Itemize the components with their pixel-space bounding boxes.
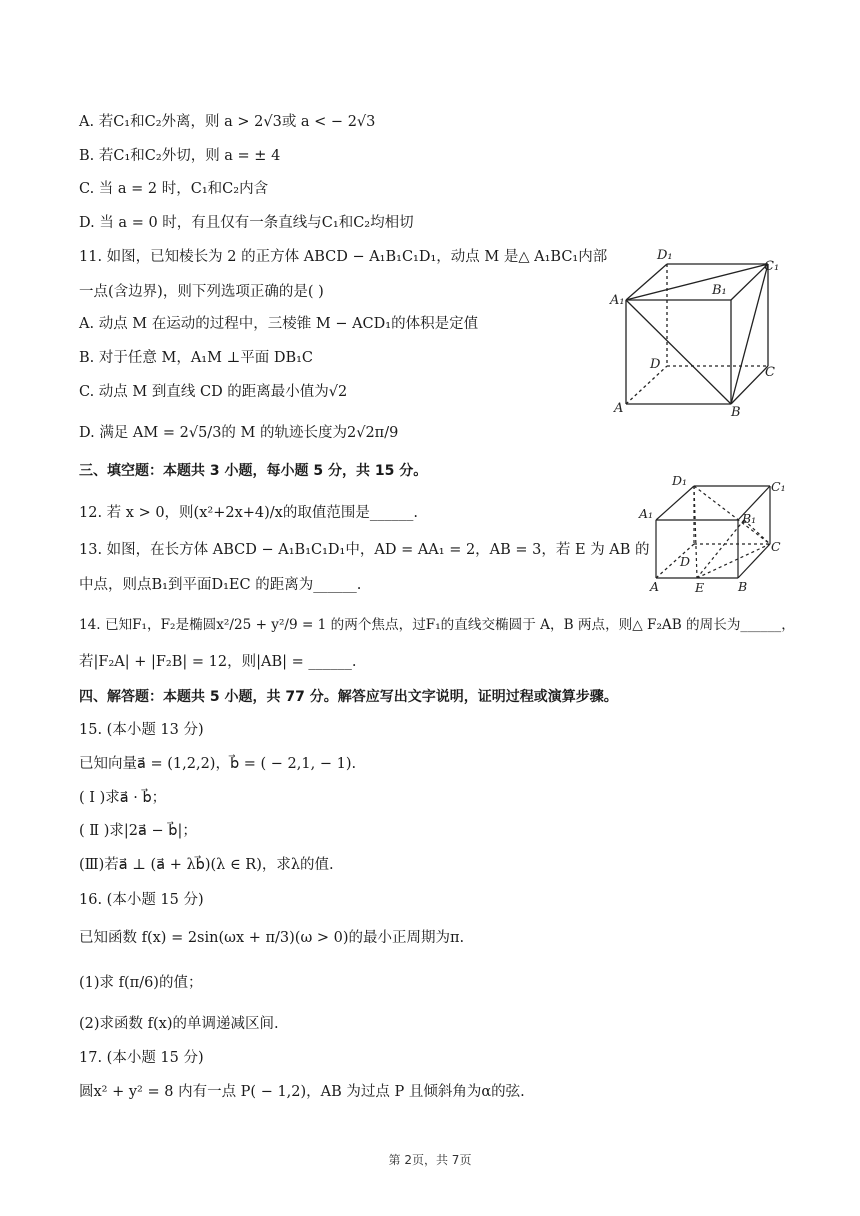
option-10b: B. 若C₁和C₂外切，则 a = ± 4 bbox=[79, 148, 281, 164]
option-10d: D. 当 a = 0 时，有且仅有一条直线与C₁和C₂均相切 bbox=[79, 215, 414, 231]
question-15-stem: 已知向量a⃗ = (1,2,2)，b⃗ = ( − 2,1, − 1). bbox=[79, 756, 357, 772]
label-b1: B₁ bbox=[712, 283, 727, 298]
question-17-stem: 圆x² + y² = 8 内有一点 P( − 1,2)，AB 为过点 P 且倾斜角为α的弦. bbox=[79, 1084, 525, 1100]
question-16-part-2: (2)求函数 f(x)的单调递减区间. bbox=[79, 1016, 279, 1032]
label-a1: A₁ bbox=[639, 506, 654, 521]
question-15-part-3: (Ⅲ)若a⃗ ⊥ (a⃗ + λb⃗)(λ ∈ R)，求λ的值. bbox=[79, 857, 334, 873]
label-d: D bbox=[680, 554, 691, 569]
question-12: 12. 若 x > 0，则(x²+2x+4)/x的取值范围是______. bbox=[79, 505, 418, 521]
label-c1: C₁ bbox=[764, 259, 780, 274]
label-b: B bbox=[738, 579, 748, 594]
label-d: D bbox=[650, 357, 661, 372]
question-16-stem: 已知函数 f(x) = 2sin(ωx + π/3)(ω > 0)的最小正周期为π. bbox=[79, 930, 465, 946]
label-c: C bbox=[765, 365, 775, 380]
question-11-cont: 一点(含边界)，则下列选项正确的是( ) bbox=[79, 284, 324, 300]
cube-figure bbox=[606, 240, 786, 422]
option-10c: C. 当 a = 2 时，C₁和C₂内含 bbox=[79, 181, 269, 197]
question-15-part-2: ( Ⅱ )求|2a⃗ − b⃗|； bbox=[79, 823, 197, 839]
question-13-cont: 中点，则点B₁到平面D₁EC 的距离为______. bbox=[79, 577, 362, 593]
label-a: A bbox=[650, 579, 660, 594]
option-11d: D. 满足 AM = 2√5/3的 M 的轨迹长度为2√2π/9 bbox=[79, 425, 399, 441]
label-b1: B₁ bbox=[742, 511, 757, 526]
option-11b: B. 对于任意 M，A₁M ⊥平面 DB₁C bbox=[79, 350, 314, 366]
section-3-heading: 三、填空题：本题共 3 小题，每小题 5 分，共 15 分。 bbox=[79, 463, 428, 479]
label-a: A bbox=[614, 401, 624, 416]
section-4-heading: 四、解答题：本题共 5 小题，共 77 分。解答应写出文字说明，证明过程或演算步骤。 bbox=[79, 689, 618, 705]
label-d1: D₁ bbox=[672, 473, 688, 488]
label-c: C bbox=[771, 539, 781, 554]
label-b: B bbox=[731, 405, 741, 420]
cuboid-figure bbox=[636, 470, 796, 594]
question-17: 17. (本小题 15 分) bbox=[79, 1050, 204, 1066]
label-a1: A₁ bbox=[610, 293, 625, 308]
question-13: 13. 如图，在长方体 ABCD − A₁B₁C₁D₁中，AD = AA₁ = 2，AB = 3，若 E 为 AB 的 bbox=[79, 542, 650, 558]
page-footer: 第 2页，共 7页 bbox=[388, 1153, 472, 1167]
option-11a: A. 动点 M 在运动的过程中，三棱锥 M − ACD₁的体积是定值 bbox=[79, 316, 479, 332]
question-14: 14. 已知F₁，F₂是椭圆x²/25 + y²/9 = 1 的两个焦点，过F₁的直线交椭圆于 A，B 两点，则△ F₂AB 的周长为______， bbox=[79, 617, 795, 633]
question-15-part-1: ( Ⅰ )求a⃗ · b⃗； bbox=[79, 790, 167, 806]
question-14-cont: 若|F₂A| + |F₂B| = 12，则|AB| = ______. bbox=[79, 654, 357, 670]
label-d1: D₁ bbox=[657, 248, 673, 263]
question-11: 11. 如图，已知棱长为 2 的正方体 ABCD − A₁B₁C₁D₁，动点 M 是△ A₁BC₁内部 bbox=[79, 249, 608, 265]
label-c1: C₁ bbox=[771, 479, 786, 494]
option-11c: C. 动点 M 到直线 CD 的距离最小值为√2 bbox=[79, 384, 348, 400]
question-15: 15. (本小题 13 分) bbox=[79, 722, 204, 738]
option-10a: A. 若C₁和C₂外离，则 a > 2√3或 a < − 2√3 bbox=[79, 114, 376, 130]
question-16-part-1: (1)求 f(π/6)的值； bbox=[79, 975, 203, 991]
label-e: E bbox=[695, 580, 705, 594]
question-16: 16. (本小题 15 分) bbox=[79, 892, 204, 908]
